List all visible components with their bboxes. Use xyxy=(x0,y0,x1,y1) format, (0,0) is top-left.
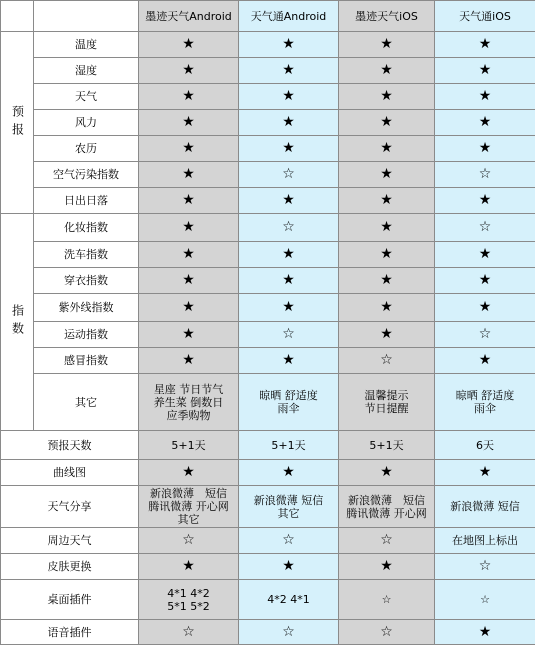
cell-rforecast_rows6-tianqitong-android: ★ xyxy=(239,188,339,214)
cell-rindex_rows2-tianqitong-android: ★ xyxy=(239,268,339,294)
cell-rindex_rows3-moji-ios: ★ xyxy=(339,294,435,322)
cell-rforecast_rows5-tianqitong-android: ☆ xyxy=(239,162,339,188)
cell-rother_rows2-moji-ios xyxy=(339,486,435,528)
cell-rother_rows5-tianqitong-android xyxy=(239,580,339,620)
table-row xyxy=(1,554,535,580)
cell-line: ☆ xyxy=(341,593,432,606)
table-row xyxy=(1,58,535,84)
feature-label: 感冒指数 xyxy=(34,348,139,374)
cell-line: 腾讯微薄 开心网 xyxy=(141,500,236,513)
cell-rother_rows2-moji-android xyxy=(139,486,239,528)
cell-rindex_rows3-tianqitong-android: ★ xyxy=(239,294,339,322)
cell-rindex_rows1-tianqitong-android: ★ xyxy=(239,242,339,268)
cell-line: 雨伞 xyxy=(437,402,533,415)
feature-label: 温度 xyxy=(34,32,139,58)
cell-rindex_rows2-moji-ios: ★ xyxy=(339,268,435,294)
cell-line: 4*1 4*2 xyxy=(141,587,236,600)
cell-rforecast_rows3-tianqitong-android: ★ xyxy=(239,110,339,136)
cell-rforecast_rows0-moji-ios: ★ xyxy=(339,32,435,58)
cell-rindex_rows2-tianqitong-ios: ★ xyxy=(435,268,535,294)
cell-rindex_rows0-moji-ios: ★ xyxy=(339,214,435,242)
cell-rindex_rows5-tianqitong-android: ★ xyxy=(239,348,339,374)
table-row xyxy=(1,32,535,58)
cell-rforecast_rows6-tianqitong-ios: ★ xyxy=(435,188,535,214)
header-app-moji-ios: 墨迹天气iOS xyxy=(339,1,435,32)
cell-rforecast_rows2-tianqitong-android: ★ xyxy=(239,84,339,110)
feature-label: 桌面插件 xyxy=(1,580,139,620)
cell-rother_rows4-tianqitong-android: ★ xyxy=(239,554,339,580)
table-row xyxy=(1,486,535,528)
cell-rforecast_rows3-moji-android: ★ xyxy=(139,110,239,136)
feature-label: 其它 xyxy=(34,374,139,431)
feature-label: 天气 xyxy=(34,84,139,110)
cell-rindex_rows0-tianqitong-ios: ☆ xyxy=(435,214,535,242)
table-row xyxy=(1,431,535,460)
cell-rindex_rows4-moji-android: ★ xyxy=(139,322,239,348)
feature-label: 紫外线指数 xyxy=(34,294,139,322)
header-corner-blank xyxy=(1,1,34,32)
cell-rforecast_rows0-moji-android: ★ xyxy=(139,32,239,58)
cell-rother_rows4-moji-android: ★ xyxy=(139,554,239,580)
cell-line: 新浪微薄 短信 xyxy=(341,494,432,507)
table-row xyxy=(1,110,535,136)
cell-rforecast_rows0-tianqitong-ios: ★ xyxy=(435,32,535,58)
table-row xyxy=(1,214,535,242)
table-row xyxy=(1,162,535,188)
group-label-index: 指数 xyxy=(1,214,34,431)
cell-rindex_rows6-moji-android xyxy=(139,374,239,431)
table-row xyxy=(1,460,535,486)
cell-rother_rows1-moji-ios: ★ xyxy=(339,460,435,486)
feature-label: 风力 xyxy=(34,110,139,136)
cell-rforecast_rows2-tianqitong-ios: ★ xyxy=(435,84,535,110)
table-row xyxy=(1,294,535,322)
cell-line: 星座 节日节气 xyxy=(141,383,236,396)
feature-label: 预报天数 xyxy=(1,431,139,460)
cell-rother_rows6-tianqitong-ios: ★ xyxy=(435,620,535,645)
header-app-tianqitong-ios: 天气通iOS xyxy=(435,1,535,32)
header-app-moji-android: 墨迹天气Android xyxy=(139,1,239,32)
feature-label: 周边天气 xyxy=(1,528,139,554)
cell-rindex_rows6-tianqitong-android xyxy=(239,374,339,431)
feature-label: 皮肤更换 xyxy=(1,554,139,580)
cell-rindex_rows5-moji-android: ★ xyxy=(139,348,239,374)
feature-label: 空气污染指数 xyxy=(34,162,139,188)
cell-line: 5*1 5*2 xyxy=(141,600,236,613)
cell-rforecast_rows5-tianqitong-ios: ☆ xyxy=(435,162,535,188)
cell-rforecast_rows0-tianqitong-android: ★ xyxy=(239,32,339,58)
cell-rother_rows1-tianqitong-ios: ★ xyxy=(435,460,535,486)
cell-rforecast_rows2-moji-android: ★ xyxy=(139,84,239,110)
cell-line: 晾晒 舒适度 xyxy=(437,389,533,402)
feature-label: 运动指数 xyxy=(34,322,139,348)
feature-label: 湿度 xyxy=(34,58,139,84)
cell-rother_rows3-moji-ios: ☆ xyxy=(339,528,435,554)
cell-rindex_rows6-tianqitong-ios xyxy=(435,374,535,431)
cell-rother_rows0-moji-ios: 5+1天 xyxy=(339,431,435,460)
cell-rforecast_rows6-moji-ios: ★ xyxy=(339,188,435,214)
cell-rindex_rows5-tianqitong-ios: ★ xyxy=(435,348,535,374)
feature-label: 洗车指数 xyxy=(34,242,139,268)
cell-line: ☆ xyxy=(437,593,533,606)
cell-rforecast_rows4-tianqitong-ios: ★ xyxy=(435,136,535,162)
cell-rindex_rows4-tianqitong-android: ☆ xyxy=(239,322,339,348)
cell-line: 新浪微薄 短信 xyxy=(141,487,236,500)
cell-rother_rows5-moji-ios xyxy=(339,580,435,620)
table-row xyxy=(1,242,535,268)
cell-line: 雨伞 xyxy=(241,402,336,415)
cell-rforecast_rows5-moji-android: ★ xyxy=(139,162,239,188)
cell-rforecast_rows3-tianqitong-ios: ★ xyxy=(435,110,535,136)
header-app-tianqitong-android: 天气通Android xyxy=(239,1,339,32)
cell-rother_rows6-moji-android: ☆ xyxy=(139,620,239,645)
cell-line: 4*2 4*1 xyxy=(241,593,336,606)
cell-line: 晾晒 舒适度 xyxy=(241,389,336,402)
feature-label: 天气分享 xyxy=(1,486,139,528)
cell-line: 应季购物 xyxy=(141,409,236,422)
cell-rother_rows4-tianqitong-ios: ☆ xyxy=(435,554,535,580)
cell-rforecast_rows4-moji-ios: ★ xyxy=(339,136,435,162)
cell-rother_rows0-moji-android: 5+1天 xyxy=(139,431,239,460)
cell-rother_rows2-tianqitong-ios xyxy=(435,486,535,528)
cell-rother_rows0-tianqitong-android: 5+1天 xyxy=(239,431,339,460)
cell-rindex_rows1-moji-ios: ★ xyxy=(339,242,435,268)
cell-line: 其它 xyxy=(241,507,336,520)
cell-line: 温馨提示 xyxy=(341,389,432,402)
table-row xyxy=(1,136,535,162)
cell-rindex_rows2-moji-android: ★ xyxy=(139,268,239,294)
table-row xyxy=(1,84,535,110)
table-row xyxy=(1,620,535,645)
cell-rforecast_rows1-tianqitong-ios: ★ xyxy=(435,58,535,84)
feature-label: 化妆指数 xyxy=(34,214,139,242)
group-label-forecast: 预报 xyxy=(1,32,34,214)
cell-line: 节日提醒 xyxy=(341,402,432,415)
cell-line: 养生菜 倒数日 xyxy=(141,396,236,409)
cell-rother_rows2-tianqitong-android xyxy=(239,486,339,528)
table-row xyxy=(1,268,535,294)
header-row xyxy=(1,1,535,32)
cell-line: 腾讯微薄 开心网 xyxy=(341,507,432,520)
cell-line: 新浪微薄 短信 xyxy=(241,494,336,507)
feature-label: 农历 xyxy=(34,136,139,162)
cell-rforecast_rows4-tianqitong-android: ★ xyxy=(239,136,339,162)
cell-rforecast_rows5-moji-ios: ★ xyxy=(339,162,435,188)
cell-rother_rows5-tianqitong-ios xyxy=(435,580,535,620)
cell-rforecast_rows4-moji-android: ★ xyxy=(139,136,239,162)
feature-label: 曲线图 xyxy=(1,460,139,486)
table-row xyxy=(1,528,535,554)
cell-line: 新浪微薄 短信 xyxy=(437,500,533,513)
cell-line: 其它 xyxy=(141,513,236,526)
cell-rindex_rows4-moji-ios: ★ xyxy=(339,322,435,348)
header-feature-blank xyxy=(34,1,139,32)
table-row xyxy=(1,580,535,620)
cell-rforecast_rows1-moji-android: ★ xyxy=(139,58,239,84)
cell-rforecast_rows6-moji-android: ★ xyxy=(139,188,239,214)
cell-rforecast_rows2-moji-ios: ★ xyxy=(339,84,435,110)
cell-rother_rows3-moji-android: ☆ xyxy=(139,528,239,554)
table-row xyxy=(1,374,535,431)
cell-rother_rows6-moji-ios: ☆ xyxy=(339,620,435,645)
cell-rindex_rows1-tianqitong-ios: ★ xyxy=(435,242,535,268)
table-row xyxy=(1,188,535,214)
feature-label: 穿衣指数 xyxy=(34,268,139,294)
cell-rindex_rows3-moji-android: ★ xyxy=(139,294,239,322)
cell-rother_rows4-moji-ios: ★ xyxy=(339,554,435,580)
cell-rother_rows1-moji-android: ★ xyxy=(139,460,239,486)
cell-rother_rows3-tianqitong-ios: 在地图上标出 xyxy=(435,528,535,554)
feature-label: 日出日落 xyxy=(34,188,139,214)
cell-rindex_rows4-tianqitong-ios: ☆ xyxy=(435,322,535,348)
cell-rindex_rows3-tianqitong-ios: ★ xyxy=(435,294,535,322)
table-row xyxy=(1,348,535,374)
cell-rother_rows0-tianqitong-ios: 6天 xyxy=(435,431,535,460)
cell-rother_rows5-moji-android xyxy=(139,580,239,620)
cell-rforecast_rows1-tianqitong-android: ★ xyxy=(239,58,339,84)
cell-rforecast_rows3-moji-ios: ★ xyxy=(339,110,435,136)
cell-rother_rows6-tianqitong-android: ☆ xyxy=(239,620,339,645)
cell-rindex_rows5-moji-ios: ☆ xyxy=(339,348,435,374)
feature-label: 语音插件 xyxy=(1,620,139,645)
cell-rindex_rows0-tianqitong-android: ☆ xyxy=(239,214,339,242)
cell-rother_rows1-tianqitong-android: ★ xyxy=(239,460,339,486)
cell-rindex_rows1-moji-android: ★ xyxy=(139,242,239,268)
table-row xyxy=(1,322,535,348)
cell-rindex_rows0-moji-android: ★ xyxy=(139,214,239,242)
cell-rforecast_rows1-moji-ios: ★ xyxy=(339,58,435,84)
cell-rindex_rows6-moji-ios xyxy=(339,374,435,431)
cell-rother_rows3-tianqitong-android: ☆ xyxy=(239,528,339,554)
